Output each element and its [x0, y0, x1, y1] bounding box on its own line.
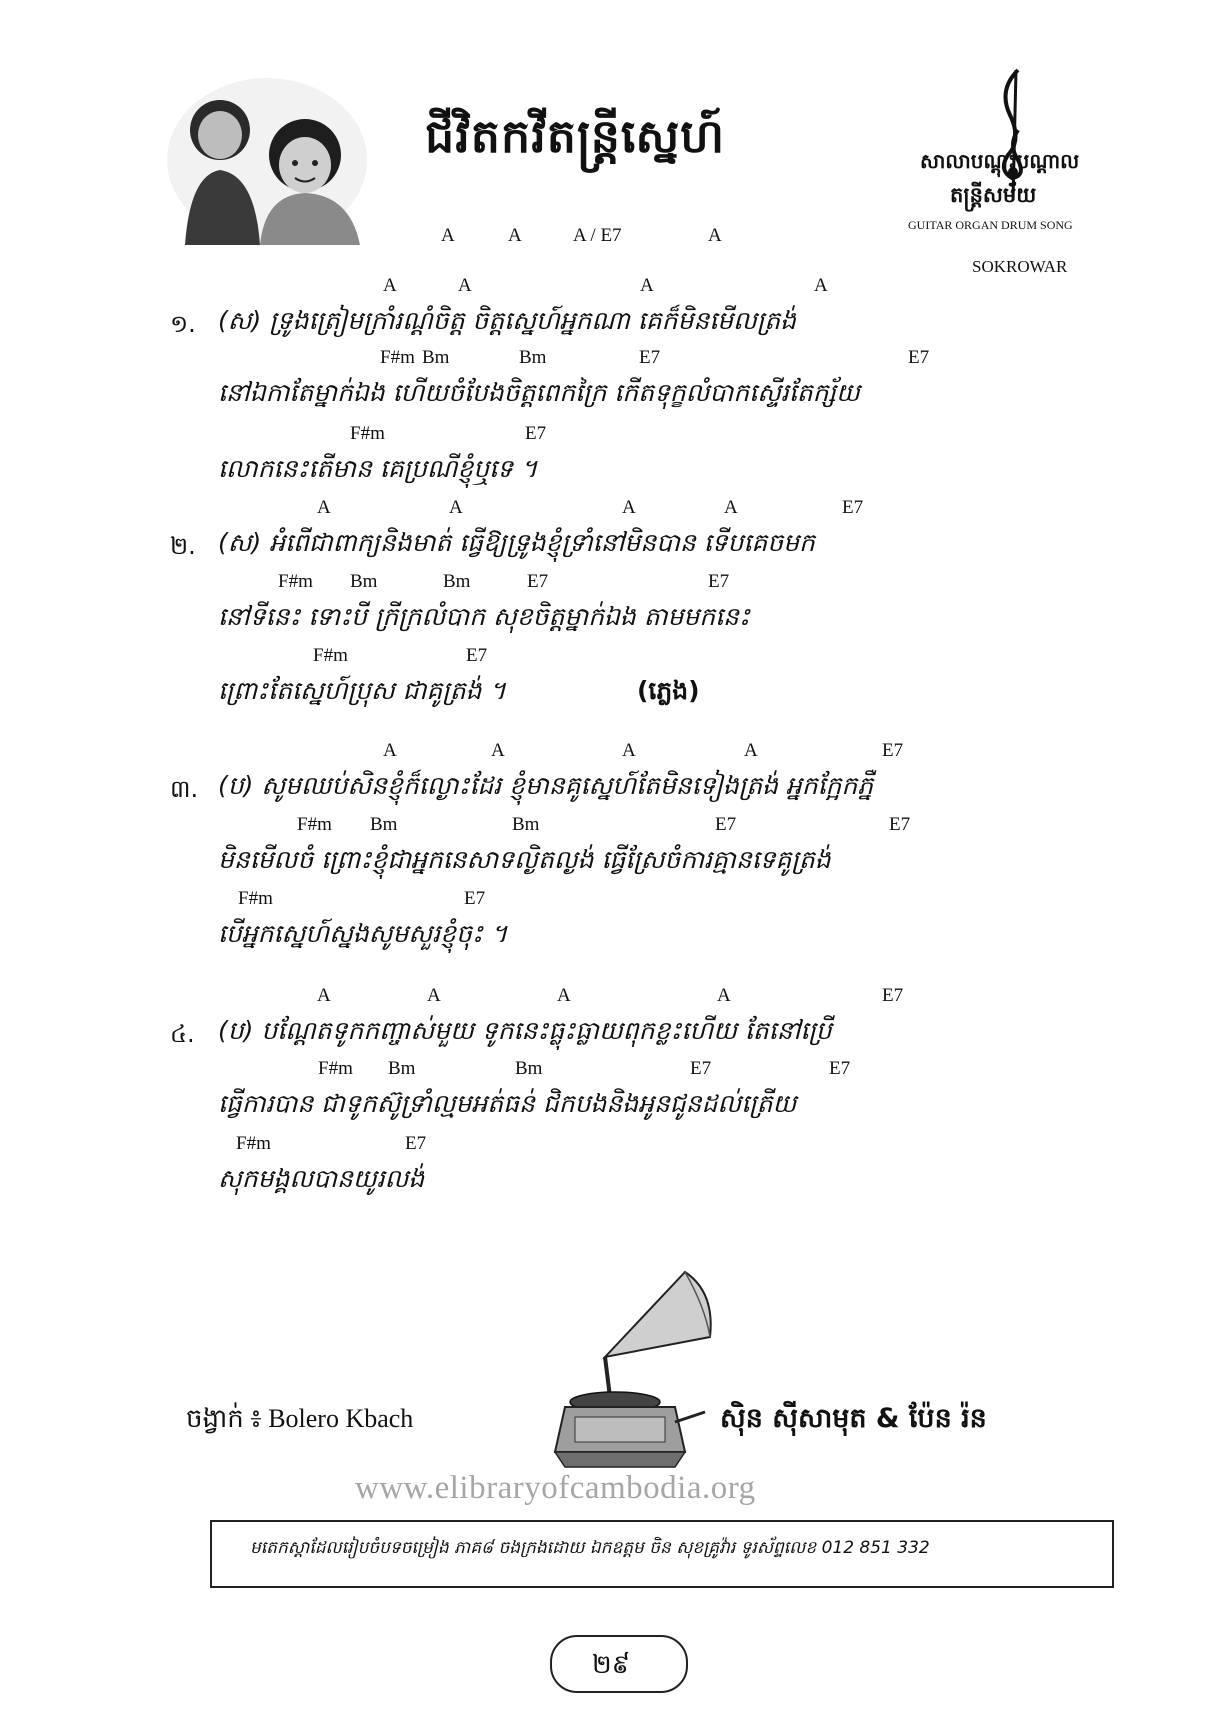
- chord: Bm: [512, 814, 540, 835]
- chord: Bm: [519, 347, 547, 368]
- chord-line: [0, 814, 1217, 838]
- chord: E7: [715, 814, 737, 835]
- verse-number: ២.: [170, 532, 196, 560]
- logo-school-text: សាលាបណ្តុះបណ្តាល: [920, 149, 1080, 173]
- chord: A: [724, 497, 738, 518]
- chord-line: [0, 1133, 1217, 1157]
- logo-name-text: តន្ត្រីសម័យ: [950, 183, 1037, 207]
- lyric-line: ព្រោះតែស្នេហ៍ប្រុស ជាគូត្រង់ ។: [218, 676, 506, 705]
- intro-chord: A: [441, 225, 455, 246]
- chord-line: [0, 888, 1217, 912]
- chord: A: [317, 985, 331, 1006]
- chord: E7: [527, 571, 549, 592]
- lyric-line: លោកនេះតើមាន គេប្រណីខ្ញុំឬទេ ។: [218, 454, 538, 483]
- logo-arc-text: GUITAR ORGAN DRUM SONG: [908, 218, 1073, 232]
- chord: E7: [464, 888, 486, 909]
- gramophone-icon: [545, 1262, 725, 1472]
- chord-line: [0, 275, 1217, 299]
- chord: A: [717, 985, 731, 1006]
- chord: F#m: [238, 888, 273, 909]
- lyric-line: សុកមង្គលបានយូរលង់: [218, 1164, 425, 1193]
- chord: E7: [908, 347, 930, 368]
- intro-chord: A / E7: [573, 225, 622, 246]
- chord: A: [744, 740, 758, 761]
- chord: A: [458, 275, 472, 296]
- watermark-link[interactable]: www.elibraryofcambodia.org: [355, 1470, 756, 1506]
- chord-line: [0, 497, 1217, 521]
- music-note: (ភ្លេង): [637, 676, 700, 705]
- page-number: ២៩: [592, 1650, 631, 1679]
- chord: A: [449, 497, 463, 518]
- chord: E7: [708, 571, 730, 592]
- lyric-line: មិនមើលចំ ព្រោះខ្ញុំជាអ្នកនេសាទល្ងិតល្ងង់ ធ្វើស្រែចំការគ្មានទេគូត្រង់: [218, 845, 831, 874]
- lyric-line: (ប) បណ្តែតទូកកញ្ចាស់មួយ ទូកនេះធ្លុះធ្លាយពុកខ្លះហើយ តែនៅប្រើ: [218, 1016, 832, 1045]
- chord-line: [0, 1058, 1217, 1082]
- logo-caption: SOKROWAR: [972, 257, 1068, 276]
- lyric-line: នៅទីនេះ ទោះបី ក្រីក្រលំបាក សុខចិត្តម្នាក់ឯង តាមមកនេះ: [218, 602, 750, 631]
- chord: E7: [882, 740, 904, 761]
- chord: E7: [405, 1133, 427, 1154]
- lyric-line: (ស) ទ្រូងត្រៀមក្រាំរណ្តំចិត្ត ចិត្តស្នេហ៍អ្នកណា គេក៏មិនមើលត្រង់: [218, 306, 797, 335]
- chord: E7: [466, 645, 488, 666]
- chord: A: [622, 497, 636, 518]
- chord-line: [0, 571, 1217, 595]
- chord: A: [383, 275, 397, 296]
- chord: Bm: [350, 571, 378, 592]
- chord-line: [0, 645, 1217, 669]
- chord: E7: [842, 497, 864, 518]
- rhythm-label: ចង្វាក់ ៖ Bolero Kbach: [186, 1404, 414, 1433]
- chord: A: [491, 740, 505, 761]
- chord: A: [317, 497, 331, 518]
- intro-chord: A: [508, 225, 522, 246]
- singers-credit: ស៊ិន ស៊ីសាមុត & ប៉ែន រ៉ន: [720, 1403, 987, 1434]
- chord-line: [0, 423, 1217, 447]
- chord: E7: [889, 814, 911, 835]
- chord: A: [640, 275, 654, 296]
- chord: F#m: [297, 814, 332, 835]
- chord: Bm: [370, 814, 398, 835]
- chord: A: [622, 740, 636, 761]
- lyric-line: បើអ្នកស្នេហ៍ស្នងសូមសួរខ្ញុំចុះ ។: [218, 919, 508, 948]
- chord: F#m: [236, 1133, 271, 1154]
- chord-line: [0, 985, 1217, 1009]
- lyric-line: ធ្វើការបាន ជាទូកស៊ូទ្រាំល្មមអត់ធន់ ជិកបងនិងអូនជូនដល់ត្រើយ: [218, 1089, 797, 1118]
- lyric-line: (ប) សូមឈប់សិនខ្ញុំក៏ល្ងោះដែរ ខ្ញុំមានគូស្នេហ៍តែមិនទៀងត្រង់ អ្នកក្អែកភ្នឺ: [218, 771, 874, 800]
- chord: A: [427, 985, 441, 1006]
- school-logo: [900, 60, 1120, 310]
- chord: F#m: [380, 347, 415, 368]
- lyric-line: (ស) អំពើជាពាក្យនិងមាត់ ធ្វើឱ្យទ្រូងខ្ញុំទ្រាំនៅមិនបាន ទើបគេចមក: [218, 528, 815, 557]
- chord: A: [383, 740, 397, 761]
- song-title: ជីវិតកវីតន្ត្រីស្នេហ៍: [425, 109, 726, 163]
- chord: E7: [829, 1058, 851, 1079]
- chord-line: [0, 740, 1217, 764]
- chord: E7: [882, 985, 904, 1006]
- chord: F#m: [278, 571, 313, 592]
- contact-text: មតេកស្តាដែលរៀបចំបទចម្រៀង ភាគ៨ ចងក្រងដោយ ឯកឧត្តម ចិន សុខគ្រូវ៉ារ ទូរស័ព្ទលេខ 012 851 332: [250, 1538, 930, 1558]
- chord: Bm: [388, 1058, 416, 1079]
- chord: F#m: [313, 645, 348, 666]
- lyric-line: នៅឯកាតែម្នាក់ឯង ហើយចំបែងចិត្តពេកក្រៃ កើតទុក្ខលំបាកស្ទើរតែក្ស័យ: [218, 378, 860, 407]
- verse-number: ៤.: [170, 1020, 195, 1048]
- chord: F#m: [318, 1058, 353, 1079]
- chord: E7: [690, 1058, 712, 1079]
- chord: A: [557, 985, 571, 1006]
- intro-chords: [0, 225, 1217, 251]
- singers-photo: [165, 75, 370, 245]
- verse-number: ១.: [170, 310, 196, 338]
- intro-chord: A: [708, 225, 722, 246]
- chord: A: [814, 275, 828, 296]
- chord: E7: [525, 423, 547, 444]
- chord: E7: [639, 347, 661, 368]
- verse-number: ៣.: [170, 775, 199, 803]
- chord: Bm: [515, 1058, 543, 1079]
- chord-line: [0, 347, 1217, 371]
- chord: Bm: [422, 347, 450, 368]
- chord: Bm: [443, 571, 471, 592]
- chord: F#m: [350, 423, 385, 444]
